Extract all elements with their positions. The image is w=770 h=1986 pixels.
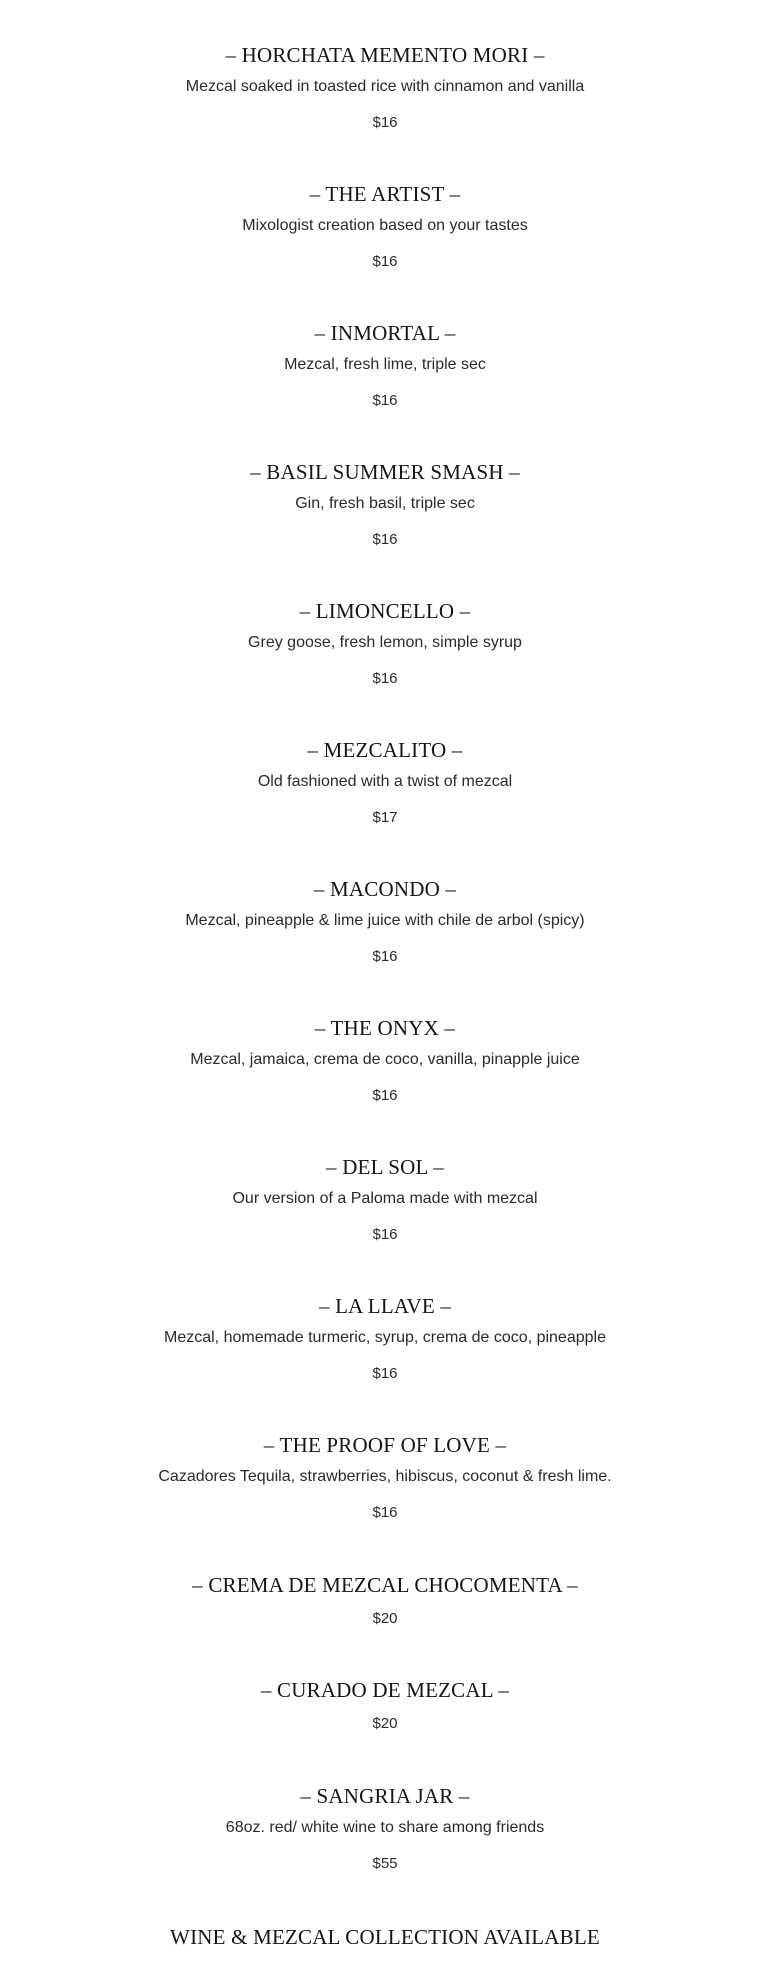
item-description: Cazadores Tequila, strawberries, hibiscus, coconut & fresh lime. xyxy=(158,1468,612,1485)
item-name: – INMORTAL – xyxy=(314,321,456,345)
item-price: $16 xyxy=(372,114,398,131)
item-name: – LA LLAVE – xyxy=(318,1294,452,1318)
menu-item xyxy=(0,1015,770,1106)
menu-item xyxy=(0,1783,770,1874)
item-description: Mixologist creation based on your tastes xyxy=(242,217,528,234)
menu-item xyxy=(0,1432,770,1523)
item-name: – HORCHATA MEMENTO MORI – xyxy=(225,43,545,67)
item-name: – THE ARTIST – xyxy=(309,182,461,206)
item-description: Mezcal, fresh lime, triple sec xyxy=(284,356,486,373)
item-name: – THE PROOF OF LOVE – xyxy=(263,1433,507,1457)
item-price: $16 xyxy=(372,1226,398,1243)
item-price: $55 xyxy=(372,1855,398,1872)
menu-item xyxy=(0,1572,770,1629)
menu-item xyxy=(0,459,770,550)
menu-item xyxy=(0,1293,770,1384)
item-price: $16 xyxy=(372,1504,398,1521)
item-description: Gin, fresh basil, triple sec xyxy=(295,495,475,512)
item-name: – MEZCALITO – xyxy=(307,738,463,762)
item-description: Our version of a Paloma made with mezcal xyxy=(232,1190,538,1207)
menu-item xyxy=(0,320,770,411)
menu-item xyxy=(0,737,770,828)
menu-item xyxy=(0,1154,770,1245)
item-price: $16 xyxy=(372,253,398,270)
item-description: Mezcal soaked in toasted rice with cinnamon and vanilla xyxy=(185,78,585,95)
item-price: $17 xyxy=(372,809,398,826)
menu-item xyxy=(0,598,770,689)
item-price: $16 xyxy=(372,531,398,548)
item-name: – SANGRIA JAR – xyxy=(300,1784,470,1808)
item-name: – MACONDO – xyxy=(313,877,457,901)
item-name: – DEL SOL – xyxy=(326,1155,444,1179)
menu-item xyxy=(0,876,770,967)
item-name: – CREMA DE MEZCAL CHOCOMENTA – xyxy=(192,1573,578,1597)
menu-item xyxy=(0,1677,770,1734)
item-description: Mezcal, pineapple & lime juice with chile de arbol (spicy) xyxy=(185,912,585,929)
item-description: Grey goose, fresh lemon, simple syrup xyxy=(248,634,522,651)
item-description: Old fashioned with a twist of mezcal xyxy=(257,773,513,790)
item-price: $20 xyxy=(372,1610,398,1627)
menu-item xyxy=(0,181,770,272)
item-price: $20 xyxy=(372,1715,398,1732)
item-name: – LIMONCELLO – xyxy=(299,599,471,623)
menu-item xyxy=(0,42,770,133)
item-name: – THE ONYX – xyxy=(314,1016,456,1040)
item-description: 68oz. red/ white wine to share among friends xyxy=(225,1819,545,1836)
item-price: $16 xyxy=(372,1365,398,1382)
item-price: $16 xyxy=(372,948,398,965)
collection-footer: WINE & MEZCAL COLLECTION AVAILABLE xyxy=(170,1925,600,1949)
item-description: Mezcal, homemade turmeric, syrup, crema de coco, pineapple xyxy=(164,1329,606,1346)
item-price: $16 xyxy=(372,670,398,687)
item-price: $16 xyxy=(372,1087,398,1104)
item-price: $16 xyxy=(372,392,398,409)
item-name: – BASIL SUMMER SMASH – xyxy=(250,460,520,484)
item-name: – CURADO DE MEZCAL – xyxy=(260,1678,510,1702)
item-description: Mezcal, jamaica, crema de coco, vanilla, pinapple juice xyxy=(190,1051,580,1068)
